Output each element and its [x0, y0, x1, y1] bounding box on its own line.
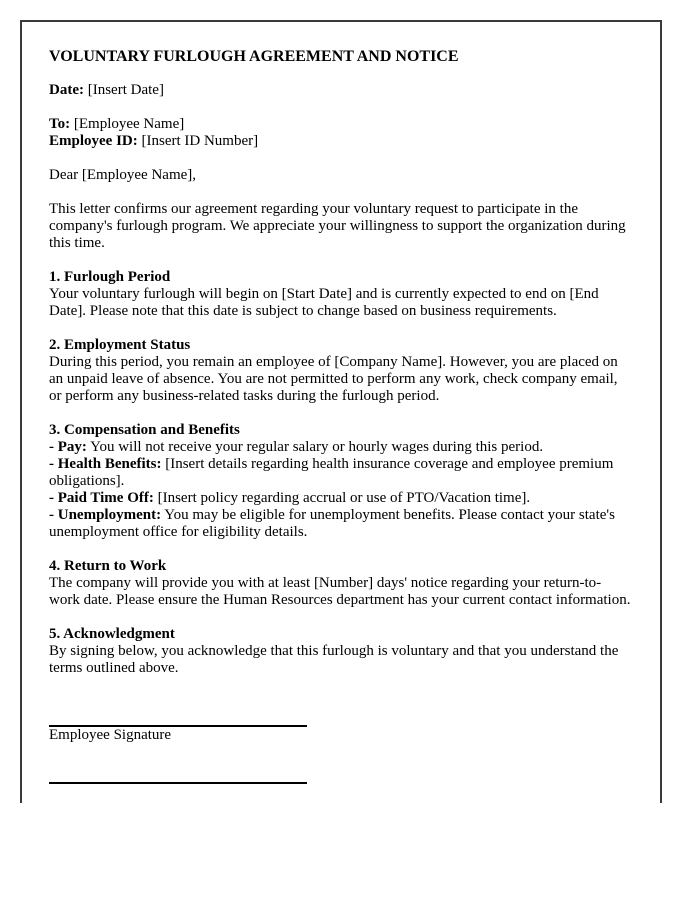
benefit-item-label: - Health Benefits:: [49, 456, 162, 472]
to-line: [49, 116, 631, 133]
recipient-block: [49, 116, 631, 150]
section-body: By signing below, you acknowledge that this furlough is voluntary and that you understand the terms outlined above.: [49, 643, 619, 676]
section-employment-status: [49, 337, 631, 405]
benefit-item-text: You will not receive your regular salary or hourly wages during this period.: [90, 439, 544, 455]
to-label: To:: [49, 116, 71, 132]
salutation: Dear [Employee Name],: [49, 167, 197, 183]
section-heading: 3. Compensation and Benefits: [49, 422, 240, 438]
date-line: [49, 82, 631, 99]
benefit-item-label: - Unemployment:: [49, 507, 162, 523]
section-heading: 2. Employment Status: [49, 337, 191, 353]
date-value: [Insert Date]: [87, 82, 164, 98]
section-heading: 5. Acknowledgment: [49, 626, 175, 642]
to-value: [Employee Name]: [73, 116, 185, 132]
benefit-item-text: You may be eligible for unemployment benefits. Please contact your state's unemployment office for eligibility details.: [49, 507, 615, 540]
date-label: Date:: [49, 82, 84, 98]
section-heading: 4. Return to Work: [49, 558, 167, 574]
benefit-item-text: [Insert details regarding health insurance coverage and employee premium obligations].: [49, 456, 614, 489]
employee-id-label: Employee ID:: [49, 133, 138, 149]
employee-id-line: [49, 133, 631, 150]
employee-signature-label: Employee Signature: [49, 727, 172, 743]
benefit-item-pto: [49, 490, 631, 507]
letter-border-box: [20, 20, 662, 803]
benefit-item-unemployment: [49, 507, 631, 541]
section-heading: 1. Furlough Period: [49, 269, 171, 285]
letter-title: VOLUNTARY FURLOUGH AGREEMENT AND NOTICE: [49, 48, 459, 65]
section-return-to-work: [49, 558, 631, 609]
benefit-item-pay: [49, 439, 631, 456]
intro-paragraph: This letter confirms our agreement regarding your voluntary request to participate in the company's furlough program. We appreciate your willingness to support the organization during this time.: [49, 201, 626, 251]
section-furlough-period: [49, 269, 631, 320]
benefit-item-label: - Pay:: [49, 439, 87, 455]
section-body: During this period, you remain an employee of [Company Name]. However, you are placed on an unpaid leave of absence. You are not permitted to perform any work, check company email, or perform any business-related tasks during the furlough period.: [49, 354, 618, 404]
benefit-item-text: [Insert policy regarding accrual or use of PTO/Vacation time].: [157, 490, 531, 506]
section-body: The company will provide you with at least [Number] days' notice regarding your return-to-work date. Please ensure the Human Resources department has your current contact information.: [49, 575, 631, 608]
benefit-item-label: - Paid Time Off:: [49, 490, 154, 506]
benefit-item-health: [49, 456, 631, 490]
second-signature-line: [49, 782, 307, 784]
section-compensation-benefits: [49, 422, 631, 541]
section-acknowledgment: [49, 626, 631, 677]
employee-id-value: [Insert ID Number]: [141, 133, 259, 149]
section-body: Your voluntary furlough will begin on [Start Date] and is currently expected to end on [End Date]. Please note that this date is subject to change based on business requirements.: [49, 286, 599, 319]
